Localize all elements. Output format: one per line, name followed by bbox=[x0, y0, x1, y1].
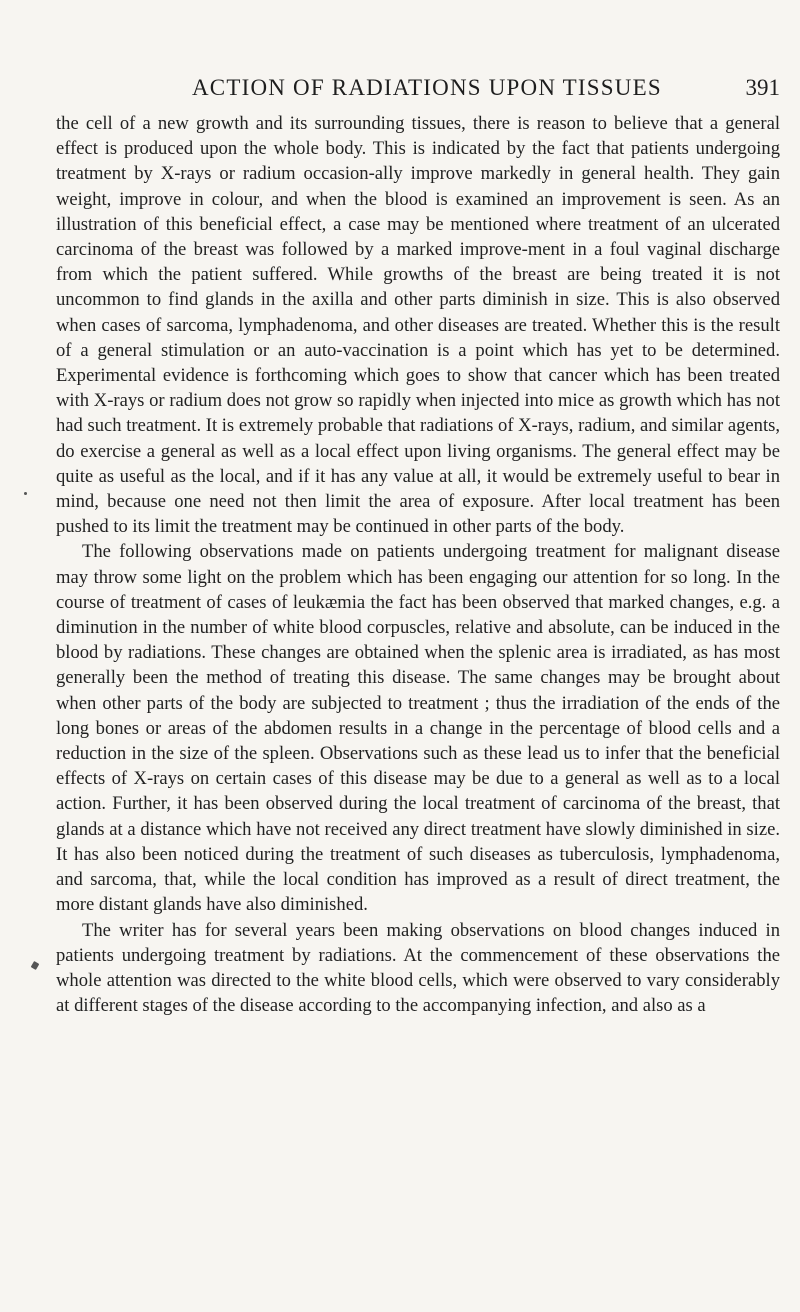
body-text bbox=[56, 111, 780, 1018]
margin-ink-mark bbox=[31, 961, 40, 970]
paragraph: The writer has for several years been making observations on blood changes induced in patients undergoing treatment by radiations. At the commencement of these observations the whole attention was directed to the white blood cells, which were observed to vary considerably at different stages of the disease according to the accompanying infection, and also as a bbox=[56, 919, 780, 1017]
page-number: 391 bbox=[745, 75, 780, 100]
margin-dot-mark bbox=[24, 492, 27, 495]
paragraph: the cell of a new growth and its surrounding tissues, there is reason to believe that a general effect is produced upon the whole body. This is indicated by the fact that patients undergoing treatment by X-rays or radium occasion-ally improve markedly in general health. They gain weight, improve in colour, and when the blood is examined an improvement is seen. As an illustration of this beneficial effect, a case may be mentioned where treatment of an ulcerated carcinoma of the breast was followed by a marked improve-ment in a foul vaginal discharge from which the patient suffered. While growths of the breast are being treated it is not uncommon to find glands in the axilla and other parts diminish in size. This is also observed when cases of sarcoma, lymphadenoma, and other diseases are treated. Whether this is the result of a general stimulation or an auto-vaccination is a point which has yet to be determined. Experimental evidence is forthcoming which goes to show that cancer which has been treated with X-rays or radium does not grow so rapidly when injected into mice as growth which has not had such treatment. It is extremely probable that radiations of X-rays, radium, and similar agents, do exercise a general as well as a local effect upon living organisms. The general effect may be quite as useful as the local, and if it has any value at all, it would be extremely useful to bear in mind, because one need not then limit the area of exposure. After local treatment has been pushed to its limit the treatment may be continued in other parts of the body. bbox=[56, 113, 780, 538]
paragraph: The following observations made on patients undergoing treatment for malignant disease may throw some light on the problem which has been engaging our attention for so long. In the course of treatment of cases of leukæmia the fact has been observed that marked changes, e.g. a diminution in the number of white blood corpuscles, relative and absolute, can be induced in the blood by radiations. These changes are obtained when the splenic area is irradiated, as has most generally been the method of treating this disease. The same changes may be brought about when other parts of the body are subjected to treatment ; thus the irradiation of the ends of the long bones or areas of the abdomen results in a change in the percentage of blood cells and a reduction in the size of the spleen. Observations such as these lead us to infer that the beneficial effects of X-rays on certain cases of this disease may be due to a general as well as to a local action. Further, it has been observed during the local treatment of carcinoma of the breast, that glands at a distance which have not received any direct treatment have slowly diminished in size. It has also been noticed during the treatment of such diseases as tuberculosis, lymphadenoma, and sarcoma, that, while the local condition has improved as a result of direct treatment, the more distant glands have also diminished. bbox=[56, 541, 780, 916]
running-title: ACTION OF RADIATIONS UPON TISSUES bbox=[192, 75, 662, 100]
running-head bbox=[56, 75, 780, 105]
